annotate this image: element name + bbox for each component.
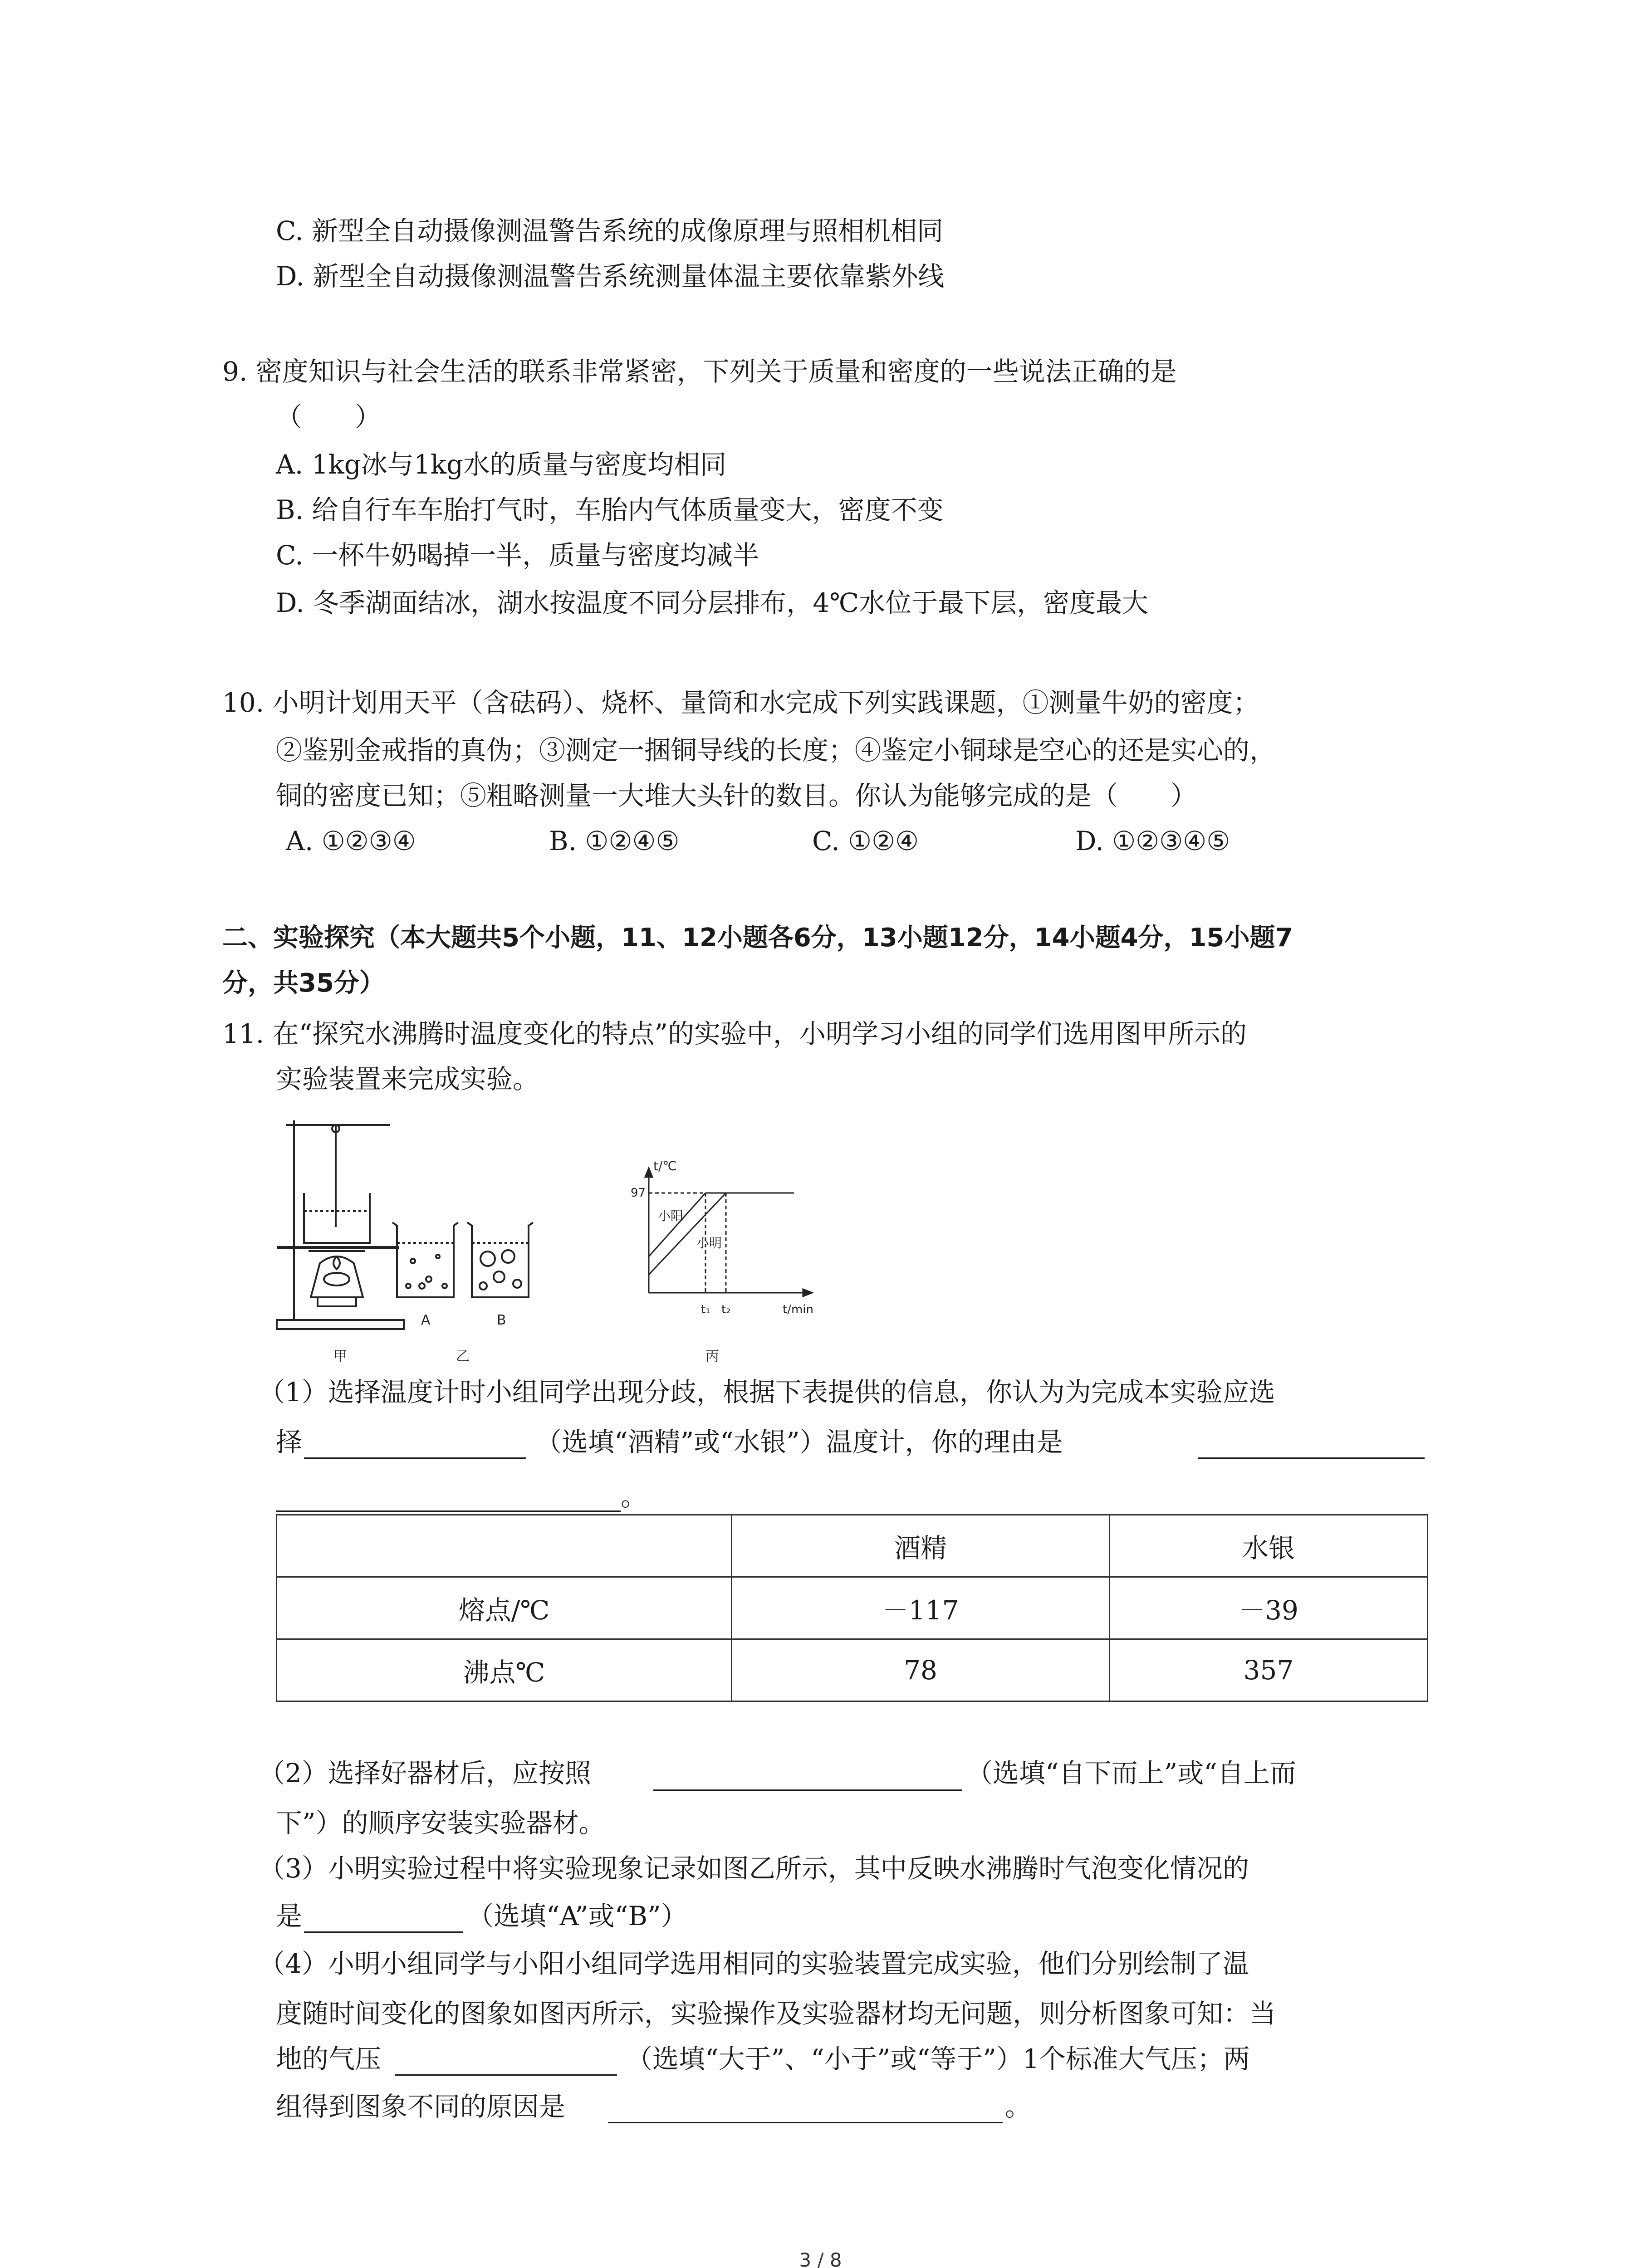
beaker-b <box>467 1222 533 1297</box>
q11-part3-line2-start: 是 <box>276 1901 303 1931</box>
page-number: 3 / 8 <box>799 2249 842 2268</box>
table-cell: －117 <box>732 1577 1110 1639</box>
q11-part4-blank1[interactable] <box>395 2074 617 2076</box>
figure-label-jia: 甲 <box>333 1349 347 1364</box>
q11-part3-blank[interactable] <box>304 1931 463 1933</box>
q11-part1-line3-end: 。 <box>621 1481 647 1512</box>
graph-axis-y-label: t/℃ <box>653 1158 677 1173</box>
table-header-cell: 水银 <box>1110 1515 1428 1577</box>
q10-option-c: C. ①②④ <box>812 826 919 856</box>
table-header-cell <box>277 1515 732 1577</box>
graph-tick-97: 97 <box>631 1186 646 1200</box>
q9-option-a: A. 1kg冰与1kg水的质量与密度均相同 <box>276 449 727 480</box>
q11-part4-line2: 度随时间变化的图象如图丙所示，实验操作及实验器材均无问题，则分析图象可知：当 <box>276 1998 1276 2029</box>
q11-part3-line1: （3）小明实验过程中将实验现象记录如图乙所示，其中反映水沸腾时气泡变化情况的 <box>259 1853 1249 1884</box>
q11-stem-line2: 实验装置来完成实验。 <box>276 1064 539 1095</box>
q11-part1-line2-start: 择 <box>276 1427 303 1457</box>
graph-bing <box>631 1158 813 1316</box>
q8-option-d: D. 新型全自动摄像测温警告系统测量体温主要依靠紫外线 <box>276 261 945 292</box>
figure-label-bing: 丙 <box>705 1349 719 1364</box>
q11-part2-line2: 下”）的顺序安装实验器材。 <box>276 1808 605 1838</box>
q11-part3-line2-end: （选填“A”或“B”） <box>467 1901 687 1931</box>
q11-part4-line4-start: 组得到图象不同的原因是 <box>276 2091 566 2122</box>
thermometer-data-table <box>276 1514 1428 1702</box>
section2-heading-line2: 分，共35分） <box>222 968 385 998</box>
q9-answer-paren: （ ） <box>276 401 382 432</box>
table-cell: 沸点℃ <box>277 1639 732 1701</box>
graph-curve-label-xiaoming: 小明 <box>696 1236 722 1251</box>
graph-tick-t2: t₂ <box>721 1303 731 1316</box>
beaker-a <box>392 1222 458 1297</box>
q9-option-c: C. 一杯牛奶喝掉一半，质量与密度均减半 <box>276 540 759 571</box>
table-header-row <box>277 1515 1428 1577</box>
q11-part1-blank1[interactable] <box>304 1457 526 1459</box>
q11-part4-blank2[interactable] <box>608 2122 1003 2123</box>
table-row <box>277 1577 1428 1639</box>
q11-part4-line3-start: 地的气压 <box>276 2043 382 2074</box>
q11-part1-blank2-cont[interactable] <box>276 1510 621 1512</box>
figure-label-b: B <box>497 1312 506 1328</box>
q10-stem-line3: 铜的密度已知；⑤粗略测量一大堆大头针的数目。你认为能够完成的是（ ） <box>276 780 1197 811</box>
q10-stem-line2: ②鉴别金戒指的真伪；③测定一捆铜导线的长度；④鉴定小铜球是空心的还是实心的， <box>276 735 1276 766</box>
table-cell: 357 <box>1110 1639 1428 1701</box>
table-cell: －39 <box>1110 1577 1428 1639</box>
graph-curve-label-xiaoyang: 小阳 <box>658 1208 684 1223</box>
q9-stem: 9. 密度知识与社会生活的联系非常紧密，下列关于质量和密度的一些说法正确的是 <box>222 356 1177 387</box>
experiment-figure <box>272 1107 862 1385</box>
table-cell: 熔点/℃ <box>277 1577 732 1639</box>
q11-part2-blank[interactable] <box>653 1789 962 1791</box>
q11-part4-line1: （4）小明小组同学与小阳小组同学选用相同的实验装置完成实验，他们分别绘制了温 <box>259 1948 1249 1979</box>
q11-part4-line3-end: （选填“大于”、“小于”或“等于”）1个标准大气压；两 <box>626 2043 1250 2074</box>
q11-part1-line1: （1）选择温度计时小组同学出现分歧，根据下表提供的信息，你认为为完成本实验应选 <box>259 1377 1275 1408</box>
figure-label-a: A <box>421 1312 431 1328</box>
q10-stem-line1: 10. 小明计划用天平（含砝码）、烧杯、量筒和水完成下列实践课题，①测量牛奶的密度； <box>222 687 1259 718</box>
q10-option-d: D. ①②③④⑤ <box>1075 826 1230 856</box>
q11-part4-line4-end: 。 <box>1005 2091 1032 2122</box>
q10-option-a: A. ①②③④ <box>286 826 416 856</box>
table-row <box>277 1639 1428 1701</box>
table-cell: 78 <box>732 1639 1110 1701</box>
table-header-cell: 酒精 <box>732 1515 1110 1577</box>
q11-part1-line2-mid: （选填“酒精”或“水银”）温度计，你的理由是 <box>535 1427 1063 1457</box>
q11-part1-blank2[interactable] <box>1198 1457 1425 1459</box>
q9-option-d: D. 冬季湖面结冰，湖水按温度不同分层排布，4℃水位于最下层，密度最大 <box>276 587 1149 618</box>
q10-option-b: B. ①②④⑤ <box>549 826 680 856</box>
figure-label-yi: 乙 <box>456 1349 470 1364</box>
section2-heading-line1: 二、实验探究（本大题共5个小题，11、12小题各6分，13小题12分，14小题4分，15小题7 <box>222 923 1293 953</box>
graph-tick-t1: t₁ <box>701 1303 710 1316</box>
q8-option-c: C. 新型全自动摄像测温警告系统的成像原理与照相机相同 <box>276 215 944 246</box>
q11-stem-line1: 11. 在“探究水沸腾时温度变化的特点”的实验中，小明学习小组的同学们选用图甲所示的 <box>222 1018 1247 1049</box>
q11-part2-line1-end: （选填“自下而上”或“自上而 <box>966 1758 1296 1789</box>
apparatus-jia <box>277 1120 404 1329</box>
graph-axis-x-label: t/min <box>783 1303 813 1316</box>
q9-option-b: B. 给自行车车胎打气时，车胎内气体质量变大，密度不变 <box>276 494 944 525</box>
q11-part2-line1-start: （2）选择好器材后，应按照 <box>259 1758 591 1789</box>
